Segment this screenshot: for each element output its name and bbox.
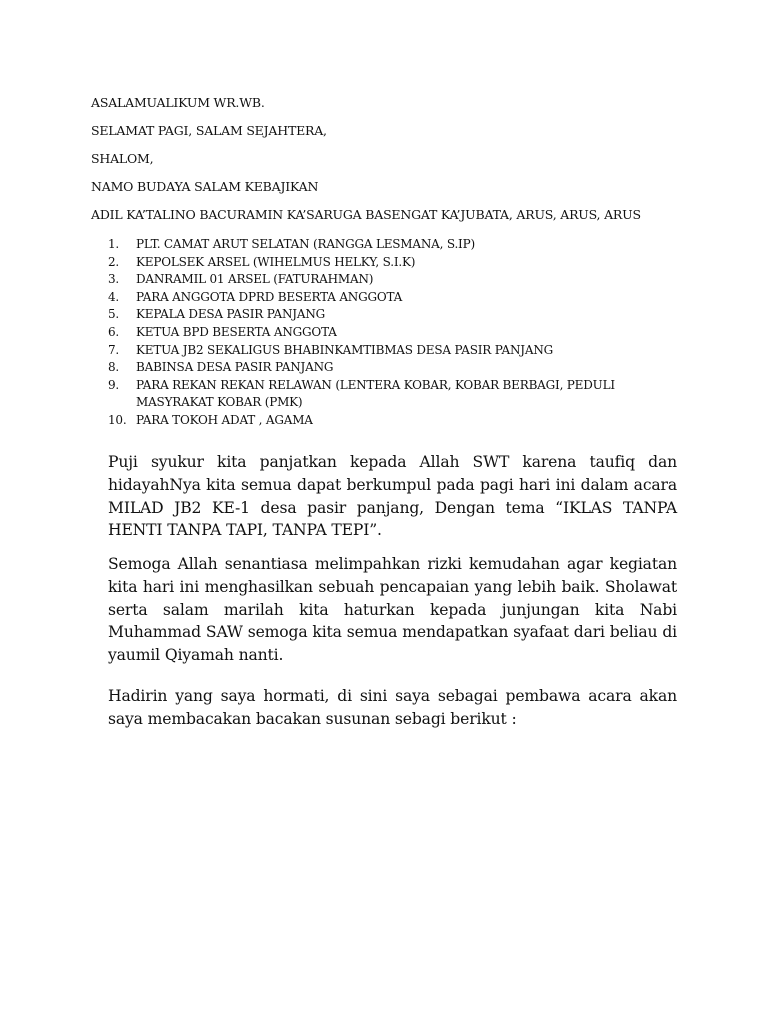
- list-number: 8.: [108, 360, 120, 375]
- body-paragraph: Hadirin yang saya hormati, di sini saya sebagai pembawa acara akan saya membacakan bacakan susunan sebagi berikut :: [108, 687, 677, 728]
- list-text: KETUA JB2 SEKALIGUS BHABINKAMTIBMAS DESA PASIR PANJANG: [136, 342, 554, 357]
- greeting-line: ASALAMUALIKUM WR.WB.: [91, 95, 265, 110]
- list-text: PLT. CAMAT ARUT SELATAN (RANGGA LESMANA, S.IP): [136, 237, 475, 251]
- greeting-line: ADIL KA’TALINO BACURAMIN KA’SARUGA BASENGAT KA’JUBATA, ARUS, ARUS, ARUS: [91, 207, 641, 222]
- body-paragraph: Semoga Allah senantiasa melimpahkan rizki kemudahan agar kegiatan kita hari ini menghasilkan sebuah pencapaian yang lebih baik. Sholawat serta salam marilah kita haturkan kepada junjungan kita Nabi Muhammad SAW semoga kita semua mendapatkan syafaat dari beliau di yaumil Qiyamah nanti.: [108, 555, 677, 665]
- list-item: [108, 359, 668, 377]
- list-text: KETUA BPD BESERTA ANGGOTA: [136, 324, 337, 339]
- list-text: DANRAMIL 01 ARSEL (FATURAHMAN): [136, 272, 374, 287]
- list-text: BABINSA DESA PASIR PANJANG: [136, 360, 334, 375]
- list-number: 5.: [108, 307, 120, 322]
- list-item: [108, 324, 668, 342]
- list-number: 3.: [108, 272, 120, 287]
- body-paragraph: Puji syukur kita panjatkan kepada Allah SWT karena taufiq dan hidayahNya kita semua dapat berkumpul pada pagi hari ini dalam acara MILAD JB2 KE-1 desa pasir panjang, Dengan tema “IKLAS TANPA HENTI TANPA TAPI, TANPA TEPI”.: [108, 453, 677, 540]
- list-item: [108, 271, 668, 289]
- list-item: [108, 254, 668, 272]
- list-text: KEPOLSEK ARSEL (WIHELMUS HELKY, S.I.K): [136, 254, 416, 269]
- list-text: KEPALA DESA PASIR PANJANG: [136, 307, 326, 322]
- invitee-list: [108, 236, 668, 430]
- list-item: [108, 289, 668, 307]
- greeting-line: NAMO BUDAYA SALAM KEBAJIKAN: [91, 179, 319, 194]
- list-number: 9.: [108, 377, 120, 392]
- list-number: 6.: [108, 324, 120, 339]
- list-item: [108, 236, 668, 254]
- list-text: PARA ANGGOTA DPRD BESERTA ANGGOTA: [136, 289, 403, 304]
- list-number: 4.: [108, 289, 120, 304]
- list-number: 2.: [108, 254, 120, 269]
- list-item: [108, 306, 668, 324]
- list-number: 10.: [108, 412, 127, 427]
- list-item: [108, 412, 668, 430]
- greeting-line: SELAMAT PAGI, SALAM SEJAHTERA,: [91, 123, 327, 138]
- list-text: PARA TOKOH ADAT , AGAMA: [136, 412, 313, 427]
- list-item: [108, 377, 668, 412]
- list-item: [108, 342, 668, 360]
- list-number: 1.: [108, 237, 120, 251]
- list-text: PARA REKAN REKAN RELAWAN (LENTERA KOBAR, KOBAR BERBAGI, PEDULI MASYRAKAT KOBAR (PMK): [136, 377, 615, 410]
- list-number: 7.: [108, 342, 120, 357]
- greeting-line: SHALOM,: [91, 151, 154, 166]
